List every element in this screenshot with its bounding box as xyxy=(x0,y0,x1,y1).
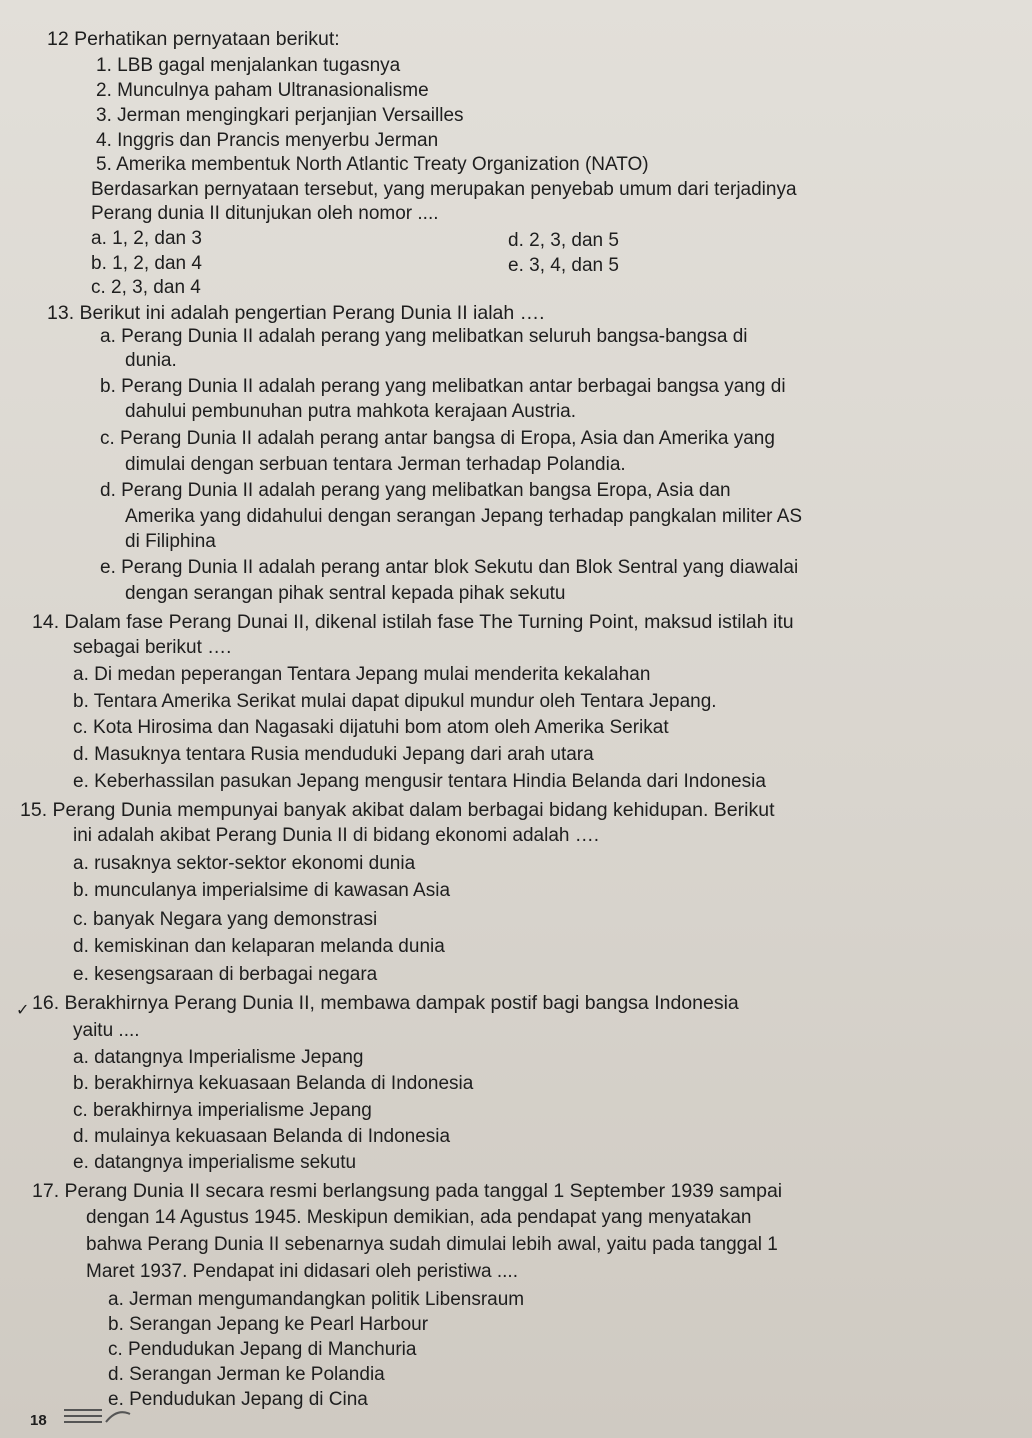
q13-option-d-cont: di Filiphina xyxy=(125,531,216,552)
q13-option-b: b. Perang Dunia II adalah perang yang melibatkan antar berbagai bangsa yang di xyxy=(100,376,786,397)
q14-option-b: b. Tentara Amerika Serikat mulai dapat dipukul mundur oleh Tentara Jepang. xyxy=(73,691,717,712)
q14-option-c: c. Kota Hirosima dan Nagasaki dijatuhi bom atom oleh Amerika Serikat xyxy=(73,717,669,738)
q17-stem-cont: dengan 14 Agustus 1945. Meskipun demikian, ada pendapat yang menyatakan xyxy=(86,1207,752,1228)
q14-stem: 14. Dalam fase Perang Dunai II, dikenal istilah fase The Turning Point, maksud istilah itu xyxy=(32,611,794,633)
q12-statement: 5. Amerika membentuk North Atlantic Treaty Organization (NATO) xyxy=(96,154,649,175)
q15-option-c: c. banyak Negara yang demonstrasi xyxy=(73,909,378,930)
q13-option-b-cont: dahului pembunuhan putra mahkota kerajaan Austria. xyxy=(125,401,577,422)
q12-stem: 12 Perhatikan pernyataan berikut: xyxy=(47,28,340,50)
q16-stem-cont: yaitu .... xyxy=(73,1020,140,1041)
q17-option-c: c. Pendudukan Jepang di Manchuria xyxy=(108,1339,417,1360)
q16-option-e: e. datangnya imperialisme sekutu xyxy=(73,1152,357,1173)
q12-statement: 2. Munculnya paham Ultranasionalisme xyxy=(96,80,429,101)
q15-option-d: d. kemiskinan dan kelaparan melanda dunia xyxy=(73,936,445,957)
q12-statement: 3. Jerman mengingkari perjanjian Versailles xyxy=(96,105,464,126)
q14-stem-cont: sebagai berikut …. xyxy=(73,637,232,658)
q12-option-a: a. 1, 2, dan 3 xyxy=(91,228,202,249)
q12-option-d: d. 2, 3, dan 5 xyxy=(508,230,619,251)
q16-option-b: b. berakhirnya kekuasaan Belanda di Indonesia xyxy=(73,1073,474,1094)
q16-option-a: a. datangnya Imperialisme Jepang xyxy=(73,1047,364,1068)
q16-option-d: d. mulainya kekuasaan Belanda di Indonesia xyxy=(73,1126,451,1147)
q13-option-e: e. Perang Dunia II adalah perang antar blok Sekutu dan Blok Sentral yang diawalai xyxy=(100,557,799,578)
q15-option-b: b. munculanya imperialsime di kawasan Asia xyxy=(73,880,451,901)
q12-option-e: e. 3, 4, dan 5 xyxy=(508,255,619,276)
q14-option-a: a. Di medan peperangan Tentara Jepang mulai menderita kekalahan xyxy=(73,664,651,685)
q12-prompt: Berdasarkan pernyataan tersebut, yang merupakan penyebab umum dari terjadinya xyxy=(91,179,797,200)
q13-option-d: d. Perang Dunia II adalah perang yang melibatkan bangsa Eropa, Asia dan xyxy=(100,480,731,501)
q13-option-c: c. Perang Dunia II adalah perang antar bangsa di Eropa, Asia dan Amerika yang xyxy=(100,428,775,449)
q12-option-c: c. 2, 3, dan 4 xyxy=(91,277,201,298)
q16-option-c: c. berakhirnya imperialisme Jepang xyxy=(73,1100,372,1121)
q17-option-a: a. Jerman mengumandangkan politik Libensraum xyxy=(108,1289,525,1310)
q13-option-a: a. Perang Dunia II adalah perang yang melibatkan seluruh bangsa-bangsa di xyxy=(100,326,748,347)
q15-option-e: e. kesengsaraan di berbagai negara xyxy=(73,964,378,985)
q14-option-e: e. Keberhassilan pasukan Jepang mengusir tentara Hindia Belanda dari Indonesia xyxy=(73,771,766,792)
q15-stem: 15. Perang Dunia mempunyai banyak akibat dalam berbagai bidang kehidupan. Berikut xyxy=(20,799,775,821)
q17-option-e: e. Pendudukan Jepang di Cina xyxy=(108,1389,368,1410)
page-number: 18 xyxy=(30,1412,47,1429)
q15-option-a: a. rusaknya sektor-sektor ekonomi dunia xyxy=(73,853,416,874)
q12-prompt: Perang dunia II ditunjukan oleh nomor .... xyxy=(91,203,439,224)
q13-option-e-cont: dengan serangan pihak sentral kepada pihak sekutu xyxy=(125,583,566,604)
q17-stem: 17. Perang Dunia II secara resmi berlangsung pada tanggal 1 September 1939 sampai xyxy=(32,1180,783,1202)
footer-lines-icon xyxy=(62,1406,132,1426)
q16-stem: 16. Berakhirnya Perang Dunia II, membawa dampak postif bagi bangsa Indonesia xyxy=(32,992,739,1014)
q13-option-d-cont: Amerika yang didahului dengan serangan Jepang terhadap pangkalan militer AS xyxy=(125,506,803,527)
q17-stem-cont: bahwa Perang Dunia II sebenarnya sudah dimulai lebih awal, yaitu pada tanggal 1 xyxy=(86,1234,778,1255)
q12-statement: 4. Inggris dan Prancis menyerbu Jerman xyxy=(96,130,439,151)
q13-stem: 13. Berikut ini adalah pengertian Perang Dunia II ialah …. xyxy=(47,302,545,324)
q15-stem-cont: ini adalah akibat Perang Dunia II di bidang ekonomi adalah …. xyxy=(73,825,600,846)
q13-option-a-cont: dunia. xyxy=(125,350,177,371)
check-mark-icon: ✓ xyxy=(16,1002,30,1019)
q17-option-d: d. Serangan Jerman ke Polandia xyxy=(108,1364,385,1385)
q12-option-b: b. 1, 2, dan 4 xyxy=(91,253,202,274)
q17-option-b: b. Serangan Jepang ke Pearl Harbour xyxy=(108,1314,429,1335)
q17-stem-cont: Maret 1937. Pendapat ini didasari oleh peristiwa .... xyxy=(86,1261,518,1282)
q14-option-d: d. Masuknya tentara Rusia menduduki Jepang dari arah utara xyxy=(73,744,594,765)
q12-statement: 1. LBB gagal menjalankan tugasnya xyxy=(96,55,401,76)
q13-option-c-cont: dimulai dengan serbuan tentara Jerman terhadap Polandia. xyxy=(125,454,626,475)
